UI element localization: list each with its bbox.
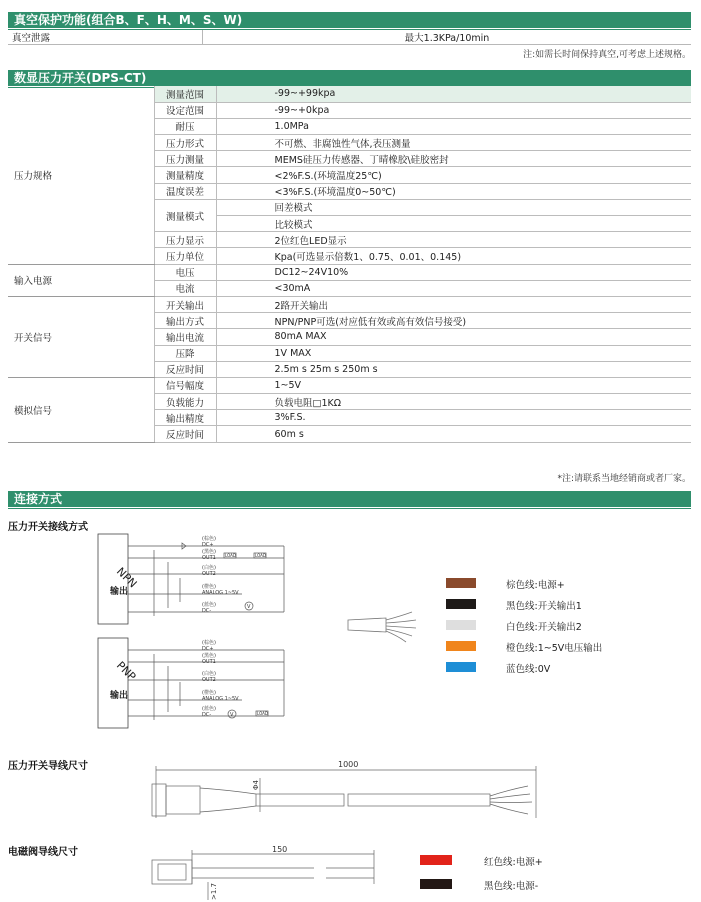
cable-diameter: Φ4 xyxy=(252,780,260,790)
spec-value: 1V MAX xyxy=(216,345,691,361)
spec-key: 输出方式 xyxy=(154,313,216,329)
spec-value: 1~5V xyxy=(216,377,691,393)
cable-dimension-drawing xyxy=(150,756,550,828)
dps-section-title: 数显压力开关(DPS-CT) xyxy=(8,70,691,86)
svg-text:(蓝色): (蓝色) xyxy=(202,706,216,712)
svg-text:(棕色): (棕色) xyxy=(202,536,216,542)
svg-text:(橙色): (橙色) xyxy=(202,584,216,590)
spec-value: 不可燃、非腐蚀性气体,表压测量 xyxy=(216,135,691,151)
spec-value: 60m s xyxy=(216,426,691,442)
cable-end-illustration xyxy=(346,606,426,646)
svg-text:DC+: DC+ xyxy=(202,542,214,548)
spec-key: 压力单位 xyxy=(154,248,216,264)
spec-value: MEMS硅压力传感器、丁晴橡胶\硅胶密封 xyxy=(216,151,691,167)
spec-key: 输出电流 xyxy=(154,329,216,345)
white-swatch xyxy=(446,620,476,630)
svg-text:OUT1: OUT1 xyxy=(202,659,216,665)
svg-text:DC+: DC+ xyxy=(202,646,214,652)
svg-text:(橙色): (橙色) xyxy=(202,690,216,696)
svg-text:(蓝色): (蓝色) xyxy=(202,602,216,608)
valve-cable-dimension: >1.7 xyxy=(210,883,218,900)
spec-value: 1.0MPa xyxy=(216,118,691,134)
spec-value: 回差模式 xyxy=(216,199,691,215)
spec-key: 信号幅度 xyxy=(154,377,216,393)
svg-text:DC-: DC- xyxy=(202,608,212,614)
svg-text:LOAD: LOAD xyxy=(255,553,266,558)
cable-title: 压力开关导线尺寸 xyxy=(8,761,88,772)
group-switch: 开关信号 xyxy=(8,296,154,377)
spec-key: 设定范围 xyxy=(154,102,216,118)
spec-value: 比较模式 xyxy=(216,216,691,232)
spec-key: 反应时间 xyxy=(154,426,216,442)
svg-text:LOAD: LOAD xyxy=(257,711,268,716)
spec-value: 2.5m s 25m s 250m s xyxy=(216,361,691,377)
svg-text:ANALOG 1~5V: ANALOG 1~5V xyxy=(202,590,239,596)
svg-text:V: V xyxy=(247,604,251,610)
spec-key: 压力形式 xyxy=(154,135,216,151)
connection-section-title: 连接方式 xyxy=(8,491,691,507)
spec-key: 输出精度 xyxy=(154,410,216,426)
spec-key: 反应时间 xyxy=(154,361,216,377)
vacuum-value: 最大1.3KPa/10min xyxy=(203,30,692,45)
spec-key: 压降 xyxy=(154,345,216,361)
spec-key: 压力显示 xyxy=(154,232,216,248)
spec-value: <3%F.S.(环境温度0~50℃) xyxy=(216,183,691,199)
svg-text:(黑色): (黑色) xyxy=(202,549,216,555)
group-power: 输入电源 xyxy=(8,264,154,296)
svg-text:LOAD: LOAD xyxy=(225,553,236,558)
blue-swatch xyxy=(446,662,476,672)
spec-key: 电压 xyxy=(154,264,216,280)
pnp-wiring-diagram xyxy=(96,636,296,732)
black-swatch xyxy=(446,599,476,609)
spec-key: 开关输出 xyxy=(154,296,216,312)
valve-cable-length: 150 xyxy=(272,845,288,854)
svg-text:OUT2: OUT2 xyxy=(202,677,216,683)
npn-label: NPN xyxy=(113,564,140,591)
svg-text:V: V xyxy=(230,712,234,718)
wiring-title: 压力开关接线方式 xyxy=(8,522,88,533)
group-analog: 模拟信号 xyxy=(8,377,154,442)
spec-value: NPN/PNP可选(对应低有效或高有效信号接受) xyxy=(216,313,691,329)
pnp-out-label: 输出 xyxy=(110,691,129,701)
dps-spec-table xyxy=(8,86,691,443)
svg-text:ANALOG 1~5V: ANALOG 1~5V xyxy=(202,696,239,702)
vacuum-section-title: 真空保护功能(组合B、F、H、M、S、W) xyxy=(8,12,691,28)
spec-value: 80mA MAX xyxy=(216,329,691,345)
spec-value: 负载电阻□1KΩ xyxy=(216,394,691,410)
svg-text:DC-: DC- xyxy=(202,712,212,718)
spec-value: -99~+0kpa xyxy=(216,102,691,118)
svg-text:(黑色): (黑色) xyxy=(202,653,216,659)
vacuum-label: 真空泄露 xyxy=(8,30,203,45)
brown-swatch xyxy=(446,578,476,588)
spec-key: 耐压 xyxy=(154,118,216,134)
valve-cable-title: 电磁阀导线尺寸 xyxy=(8,847,78,858)
spec-key: 压力测量 xyxy=(154,151,216,167)
orange-swatch xyxy=(446,641,476,651)
svg-text:(白色): (白色) xyxy=(202,671,216,677)
pnp-label: PNP xyxy=(113,658,139,684)
spec-value: 3%F.S. xyxy=(216,410,691,426)
cable-length: 1000 xyxy=(338,760,359,769)
spec-key: 测量模式 xyxy=(154,199,216,231)
spec-value: <30mA xyxy=(216,280,691,296)
valve-cable-drawing xyxy=(144,842,384,902)
spec-value: Kpa(可选显示倍数1、0.75、0.01、0.145) xyxy=(216,248,691,264)
spec-key: 电流 xyxy=(154,280,216,296)
svg-text:(棕色): (棕色) xyxy=(202,640,216,646)
svg-text:OUT1: OUT1 xyxy=(202,555,216,561)
black-power-swatch xyxy=(420,879,452,889)
spec-key: 测量精度 xyxy=(154,167,216,183)
spec-value: DC12~24V10% xyxy=(216,264,691,280)
spec-key: 测量范围 xyxy=(154,86,216,102)
npn-wiring-diagram xyxy=(96,532,296,628)
vacuum-note: 注:如需长时间保持真空,可考虑上述规格。 xyxy=(523,50,691,60)
red-swatch xyxy=(420,855,452,865)
spec-key: 温度误差 xyxy=(154,183,216,199)
svg-text:(白色): (白色) xyxy=(202,565,216,571)
svg-text:OUT2: OUT2 xyxy=(202,571,216,577)
vacuum-table xyxy=(8,30,691,45)
spec-key: 负载能力 xyxy=(154,394,216,410)
npn-out-label: 输出 xyxy=(110,587,129,597)
spec-value: -99~+99kpa xyxy=(216,86,691,102)
dps-note: *注:请联系当地经销商或者厂家。 xyxy=(557,474,691,484)
spec-value: <2%F.S.(环境温度25℃) xyxy=(216,167,691,183)
group-pressure: 压力规格 xyxy=(8,86,154,264)
spec-value: 2路开关输出 xyxy=(216,296,691,312)
spec-value: 2位红色LED显示 xyxy=(216,232,691,248)
